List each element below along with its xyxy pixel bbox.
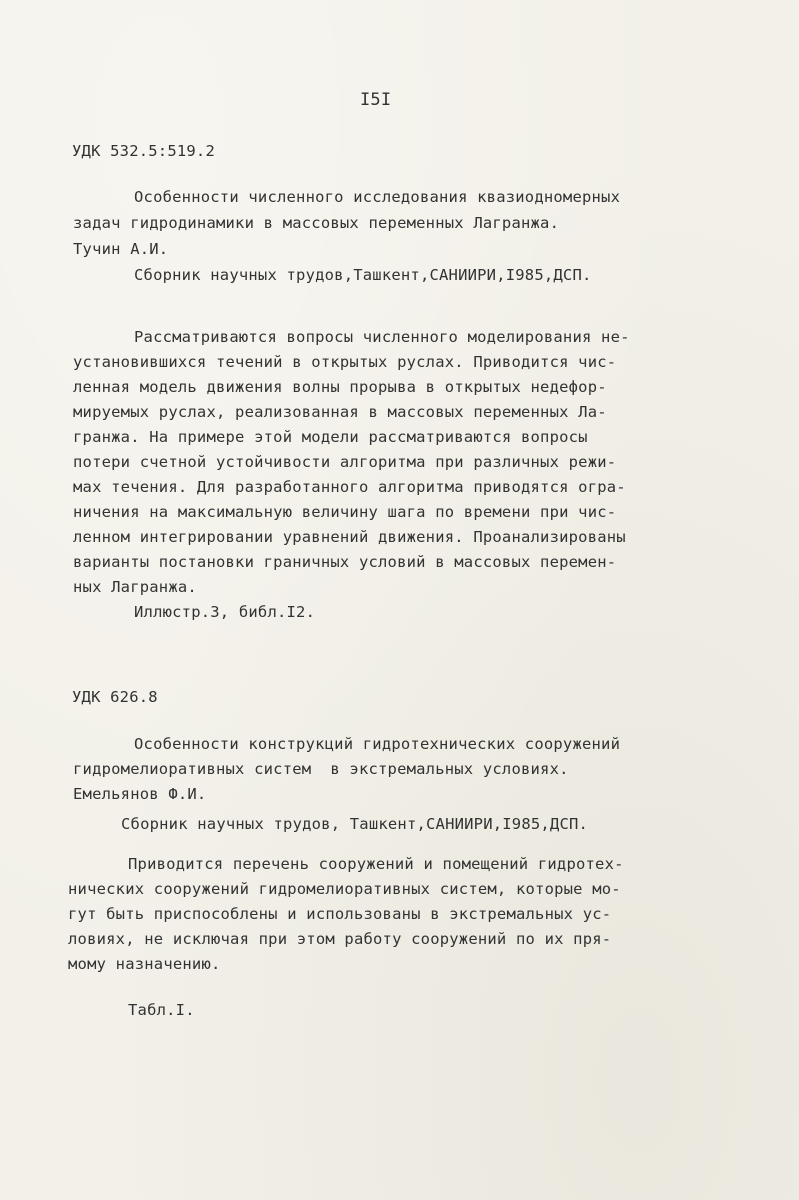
abstract-line: ничения на максимальную величину шага по времени при чис- xyxy=(73,503,617,521)
tables-note: Табл.I. xyxy=(128,1001,195,1019)
abstract-line: ленная модель движения волны прорыва в открытых недефор- xyxy=(73,378,607,396)
abstract-line: ленном интегрировании уравнений движения. Проанализированы xyxy=(73,528,626,546)
abstract-line: установившихся течений в открытых руслах. Приводится чис- xyxy=(73,353,617,371)
abstract-line: Приводится перечень сооружений и помещений гидротех- xyxy=(128,855,624,873)
source-citation: Сборник научных трудов, Ташкент,САНИИРИ,I985,ДСП. xyxy=(121,815,589,833)
abstract-line: потери счетной устойчивости алгоритма при различных режи- xyxy=(73,453,617,471)
article-title-line: гидромелиоративных систем в экстремальных условиях. xyxy=(73,760,569,778)
author-name: Емельянов Ф.И. xyxy=(73,785,207,803)
article-title-line: Особенности конструкций гидротехнических сооружений xyxy=(134,735,621,753)
page-number: I5I xyxy=(360,90,392,110)
abstract-line: мах течения. Для разработанного алгоритма приводятся огра- xyxy=(73,478,626,496)
abstract-line: Рассматриваются вопросы численного моделирования не- xyxy=(134,328,630,346)
abstract-line: нических сооружений гидромелиоративных систем, которые мо- xyxy=(68,880,621,898)
source-citation: Сборник научных трудов,Ташкент,САНИИРИ,I985,ДСП. xyxy=(134,266,592,284)
author-name: Тучин А.И. xyxy=(73,240,169,258)
udc-code: УДК 532.5:519.2 xyxy=(72,142,215,160)
abstract-line: варианты постановки граничных условий в массовых перемен- xyxy=(73,553,617,571)
illustrations-note: Иллюстр.3, библ.I2. xyxy=(134,603,316,621)
abstract-line: мому назначению. xyxy=(68,955,221,973)
abstract-line: мируемых руслах, реализованная в массовых переменных Ла- xyxy=(73,403,607,421)
abstract-line: ных Лагранжа. xyxy=(73,578,197,596)
abstract-line: гранжа. На примере этой модели рассматриваются вопросы xyxy=(73,428,588,446)
udc-code: УДК 626.8 xyxy=(72,688,158,706)
article-title-line: задач гидродинамики в массовых переменных Лагранжа. xyxy=(73,214,560,232)
abstract-line: гут быть приспособлены и использованы в экстремальных ус- xyxy=(68,905,612,923)
article-title-line: Особенности численного исследования квазиодномерных xyxy=(134,188,621,206)
abstract-line: ловиях, не исключая при этом работу сооружений по их пря- xyxy=(68,930,612,948)
